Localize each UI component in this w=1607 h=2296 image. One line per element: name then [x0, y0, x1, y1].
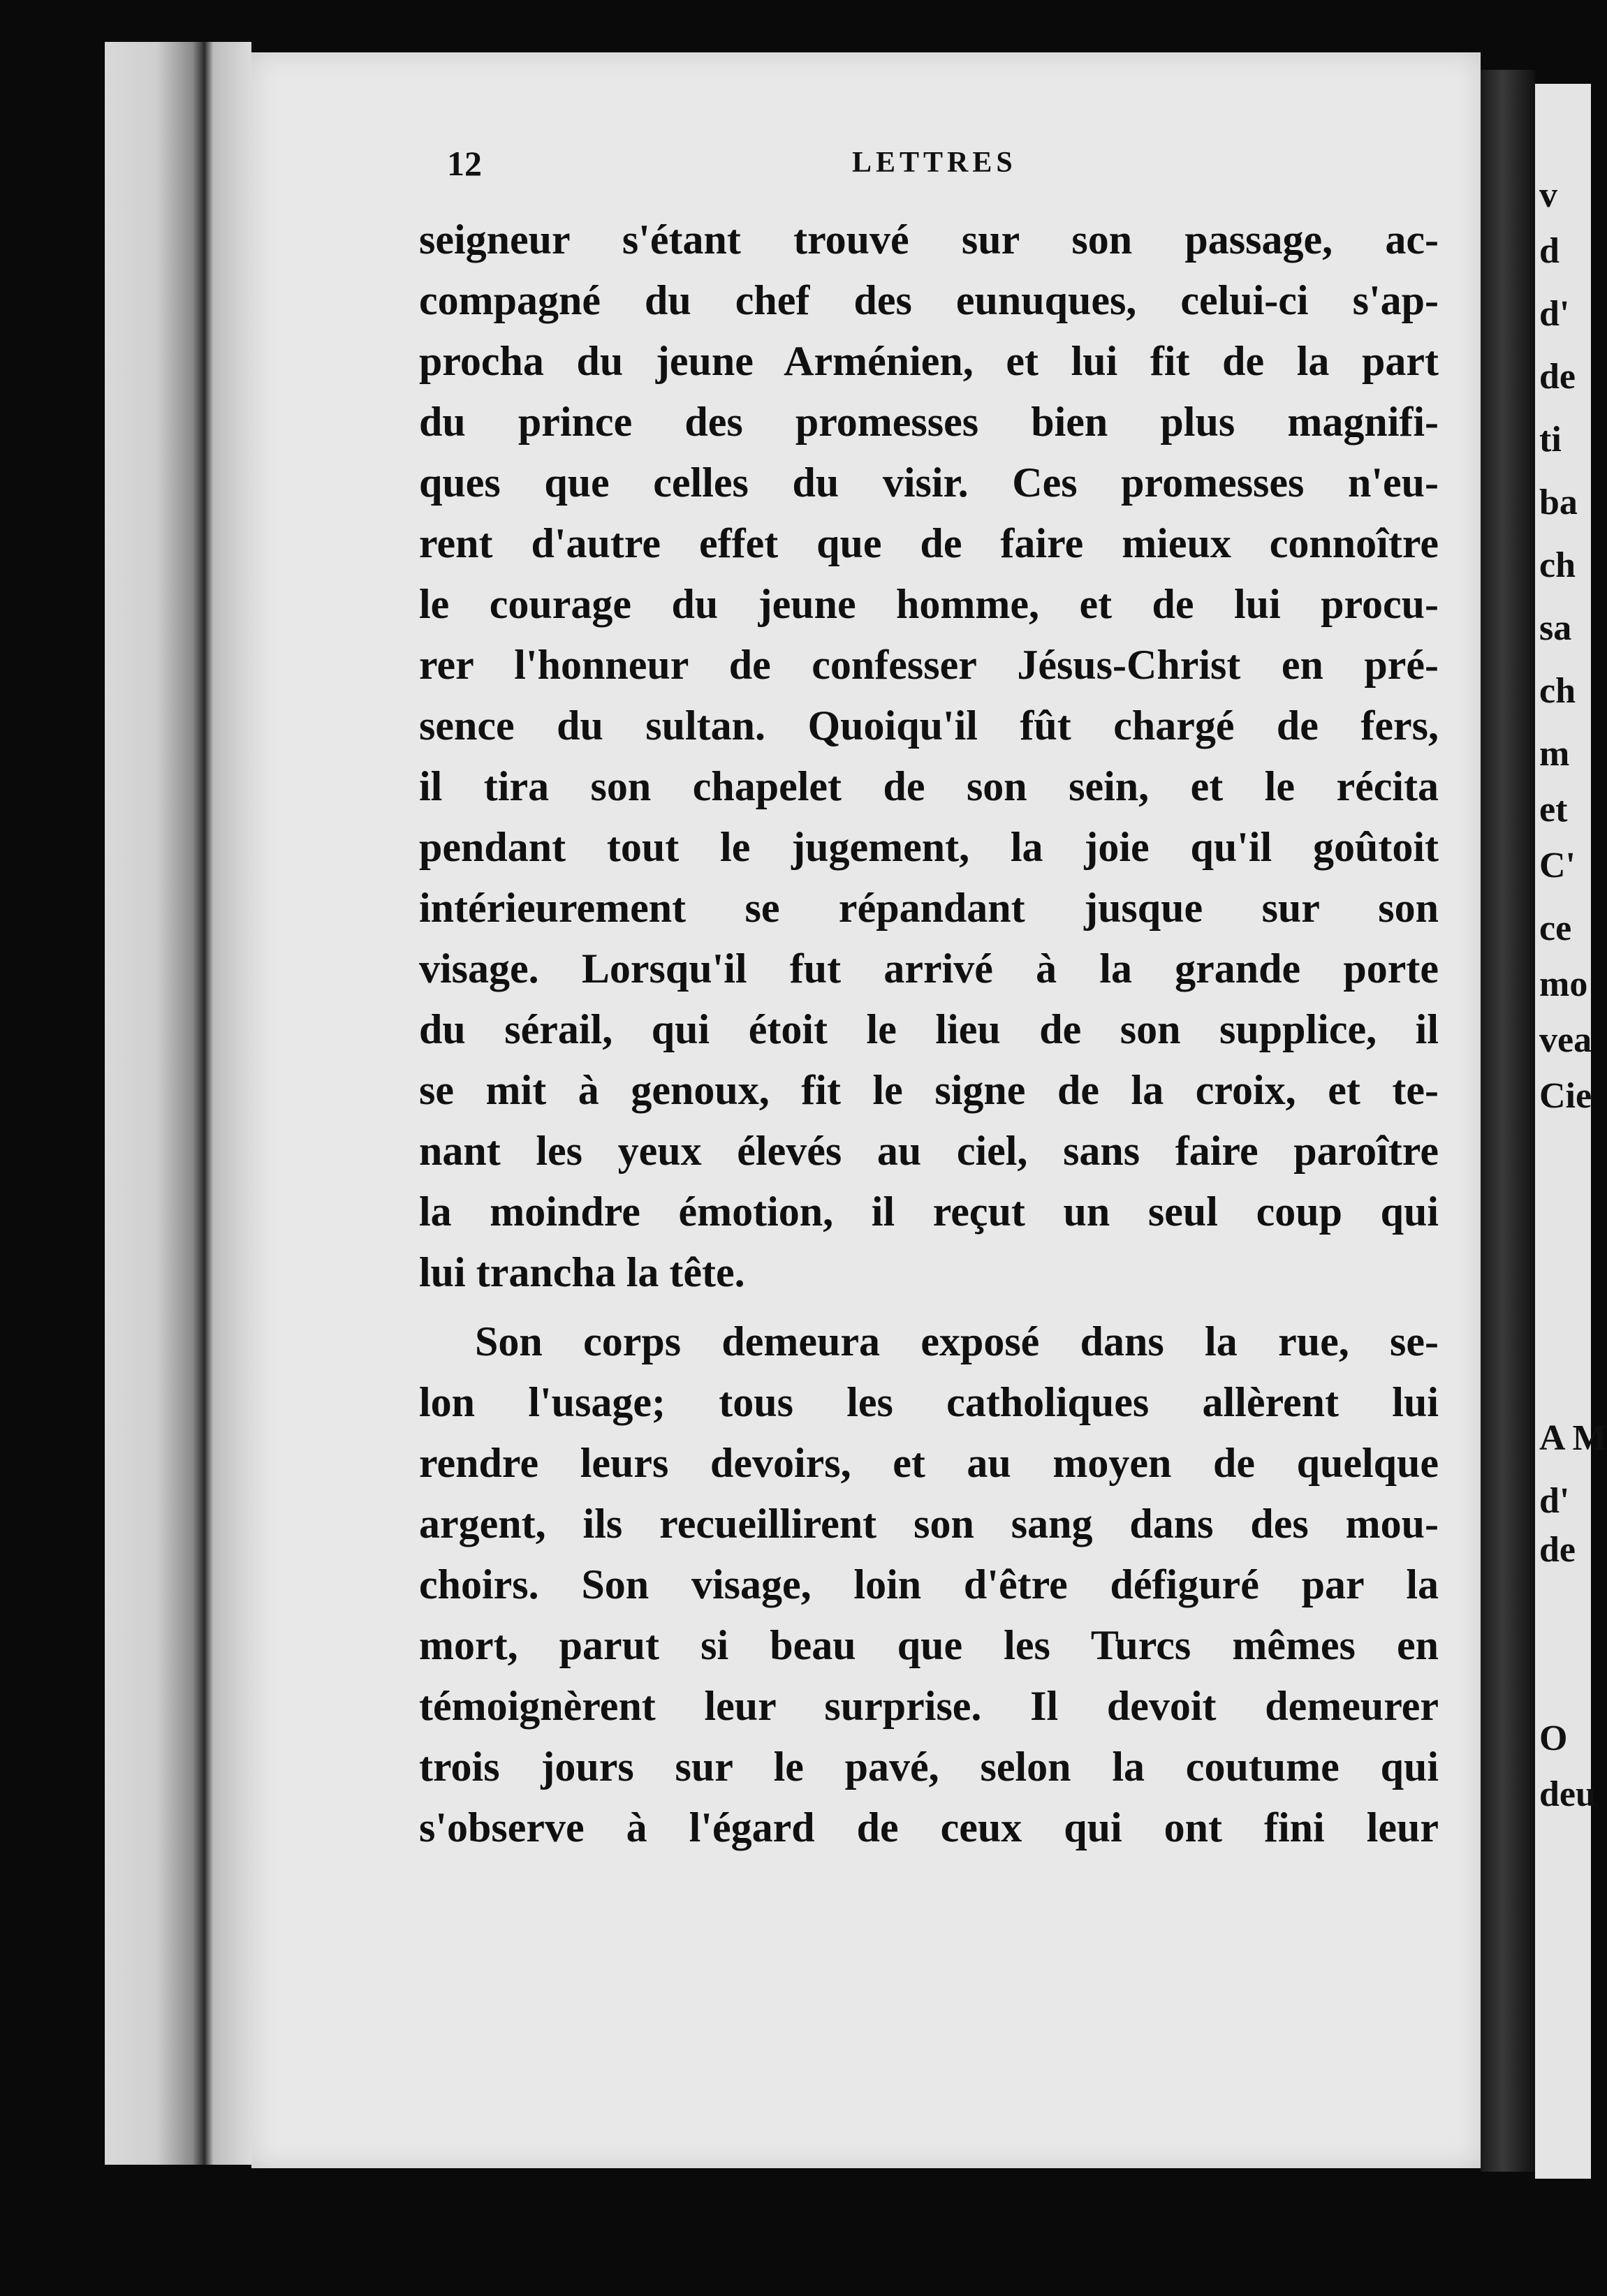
adjacent-page-fragment: vea: [1539, 1020, 1592, 1060]
page-number: 12: [447, 144, 482, 183]
text-line: lui trancha la tête.: [419, 1249, 745, 1295]
text-line: compagné du chef des eunuques, celui-ci s'ap-: [419, 277, 1439, 323]
adjacent-page-fragment: et: [1539, 790, 1568, 830]
text-line: se mit à genoux, fit le signe de la croix, et te-: [419, 1067, 1439, 1113]
book-gutter: [1481, 70, 1535, 2172]
text-line: la moindre émotion, il reçut un seul coup qui: [419, 1189, 1439, 1235]
adjacent-page-fragment: de: [1539, 357, 1576, 397]
text-line: visage. Lorsqu'il fut arrivé à la grande porte: [419, 945, 1439, 992]
text-line: choirs. Son visage, loin d'être défiguré par la: [419, 1561, 1439, 1607]
text-line: il tira son chapelet de son sein, et le récita: [419, 763, 1439, 809]
adjacent-page-fragment: O: [1539, 1719, 1568, 1758]
text-line: pendant tout le jugement, la joie qu'il goûtoit: [419, 824, 1439, 870]
text-line: nant les yeux élevés au ciel, sans faire paroître: [419, 1128, 1439, 1174]
adjacent-page-strip: [1535, 84, 1607, 2179]
text-line: rer l'honneur de confesser Jésus-Christ en pré-: [419, 642, 1439, 688]
text-line: ques que celles du visir. Ces promesses n'eu-: [419, 459, 1439, 506]
text-line: argent, ils recueillirent son sang dans des mou-: [419, 1501, 1439, 1547]
adjacent-page-fragment: Cie: [1539, 1076, 1592, 1116]
text-line: intérieurement se répandant jusque sur son: [419, 885, 1439, 931]
text-line: s'observe à l'égard de ceux qui ont fini leur: [419, 1804, 1439, 1850]
adjacent-page-fragment: ti: [1539, 420, 1562, 459]
adjacent-page-fragment: C': [1539, 846, 1576, 885]
text-line: témoignèrent leur surprise. Il devoit demeurer: [419, 1683, 1439, 1729]
adjacent-page-fragment: v: [1539, 175, 1557, 215]
adjacent-page-fragment: ce: [1539, 908, 1572, 948]
adjacent-page-fragment: m: [1539, 734, 1570, 774]
left-page-edge: [105, 42, 251, 2165]
adjacent-page-fragment: deu: [1539, 1774, 1596, 1814]
running-head: LETTRES: [852, 147, 1017, 179]
text-line: mort, parut si beau que les Turcs mêmes en: [419, 1622, 1439, 1668]
text-line: rendre leurs devoirs, et au moyen de quelque: [419, 1440, 1439, 1486]
text-line: trois jours sur le pavé, selon la coutume qui: [419, 1744, 1439, 1790]
text-line: du prince des promesses bien plus magnifi-: [419, 399, 1439, 445]
text-line: Son corps demeura exposé dans la rue, se-: [475, 1318, 1439, 1364]
adjacent-page-fragment: sa: [1539, 608, 1572, 648]
adjacent-page-fragment: ch: [1539, 671, 1576, 711]
text-line: le courage du jeune homme, et de lui procu-: [419, 581, 1439, 627]
body-text: [419, 209, 1439, 1858]
text-line: procha du jeune Arménien, et lui fit de la part: [419, 338, 1439, 384]
adjacent-page-fragment: de: [1539, 1530, 1576, 1570]
paragraph-2: [419, 1311, 1439, 1858]
adjacent-page-fragment: ba: [1539, 483, 1578, 522]
text-line: seigneur s'étant trouvé sur son passage, ac-: [419, 216, 1439, 263]
text-line: du sérail, qui étoit le lieu de son supplice, il: [419, 1006, 1439, 1052]
adjacent-page-fragment: mo: [1539, 964, 1588, 1004]
text-line: rent d'autre effet que de faire mieux connoître: [419, 520, 1439, 566]
adjacent-page-fragment: ch: [1539, 545, 1576, 585]
adjacent-page-fragment: d: [1539, 231, 1560, 271]
adjacent-page-fragment: d': [1539, 1481, 1570, 1521]
page-header: [447, 143, 1460, 192]
text-line: lon l'usage; tous les catholiques allèrent lui: [419, 1379, 1439, 1425]
adjacent-page-fragment: d': [1539, 294, 1570, 334]
text-line: sence du sultan. Quoiqu'il fût chargé de fers,: [419, 702, 1439, 749]
adjacent-page-fragment: A M: [1539, 1418, 1607, 1458]
paragraph-1: [419, 209, 1439, 1303]
